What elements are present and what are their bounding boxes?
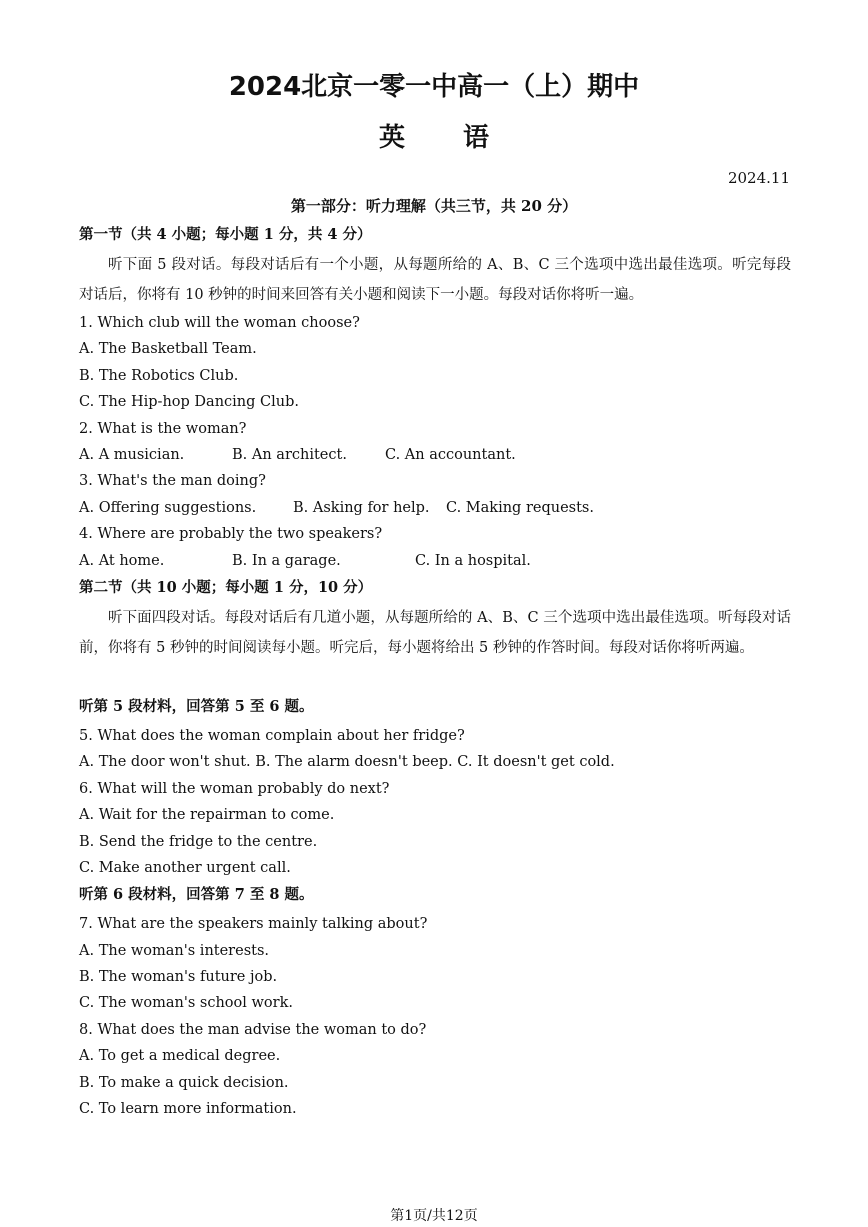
question-4-option-a: A. At home.	[79, 553, 165, 569]
question-4-stem: 4. Where are probably the two speakers?	[79, 526, 383, 542]
question-3-option-a: A. Offering suggestions.	[79, 500, 257, 516]
question-7-option-c: C. The woman's school work.	[79, 995, 293, 1011]
question-8-option-a: A. To get a medical degree.	[79, 1048, 281, 1064]
question-2-stem: 2. What is the woman?	[79, 421, 247, 437]
page-number: 第1页/共12页	[390, 1208, 478, 1224]
section2-instructions: 听下面四段对话。每段对话后有几道小题，从每题所给的 A、B、C 三个选项中选出最佳选项。听每段对话前，你将有 5 秒钟的时间阅读每小题。听完后，每小题将给出 5 秒钟的作答时间。每段对话你将听两遍。	[79, 610, 791, 656]
subject-title: 英语	[378, 123, 547, 153]
exam-date: 2024.11	[727, 169, 790, 187]
material-6-heading: 听第 6 段材料，回答第 7 至 8 题。	[79, 886, 314, 903]
section1-instructions: 听下面 5 段对话。每段对话后有一个小题，从每题所给的 A、B、C 三个选项中选出最佳选项。听完每段对话后，你将有 10 秒钟的时间来回答有关小题和阅读下一小题。每段对话你将听一遍。	[79, 257, 791, 303]
question-6-option-c: C. Make another urgent call.	[79, 860, 291, 876]
question-3-stem: 3. What's the man doing?	[79, 473, 266, 489]
section2-heading: 第二节（共 10 小题；每小题 1 分，10 分）	[79, 579, 373, 596]
question-5-options: A. The door won't shut. B. The alarm doesn't beep. C. It doesn't get cold.	[79, 754, 615, 770]
question-1-option-c: C. The Hip-hop Dancing Club.	[79, 394, 299, 410]
part1-heading: 第一部分：听力理解（共三节，共 20 分）	[290, 197, 578, 215]
question-6-option-a: A. Wait for the repairman to come.	[79, 807, 335, 823]
question-2-option-c: C. An accountant.	[385, 447, 516, 463]
question-3-option-c: C. Making requests.	[446, 500, 594, 516]
question-8-option-b: B. To make a quick decision.	[79, 1075, 289, 1091]
question-8-stem: 8. What does the man advise the woman to do?	[79, 1022, 427, 1038]
question-2-option-b: B. An architect.	[232, 447, 347, 463]
exam-title: 2024北京一零一中高一（上）期中	[228, 72, 640, 102]
question-6-option-b: B. Send the fridge to the centre.	[79, 834, 318, 850]
question-2-option-a: A. A musician.	[79, 447, 185, 463]
question-3-option-b: B. Asking for help.	[293, 500, 430, 516]
section1-heading: 第一节（共 4 小题；每小题 1 分，共 4 分）	[79, 226, 372, 243]
question-1-stem: 1. Which club will the woman choose?	[79, 315, 360, 331]
question-7-option-b: B. The woman's future job.	[79, 969, 278, 985]
question-8-option-c: C. To learn more information.	[79, 1101, 297, 1117]
question-1-option-a: A. The Basketball Team.	[79, 341, 257, 357]
question-7-stem: 7. What are the speakers mainly talking about?	[79, 916, 428, 932]
question-4-option-b: B. In a garage.	[232, 553, 341, 569]
question-5-stem: 5. What does the woman complain about her fridge?	[79, 728, 465, 744]
question-6-stem: 6. What will the woman probably do next?	[79, 781, 390, 797]
material-5-heading: 听第 5 段材料，回答第 5 至 6 题。	[79, 698, 314, 715]
question-7-option-a: A. The woman's interests.	[79, 943, 270, 959]
question-1-option-b: B. The Robotics Club.	[79, 368, 239, 384]
question-4-option-c: C. In a hospital.	[415, 553, 531, 569]
